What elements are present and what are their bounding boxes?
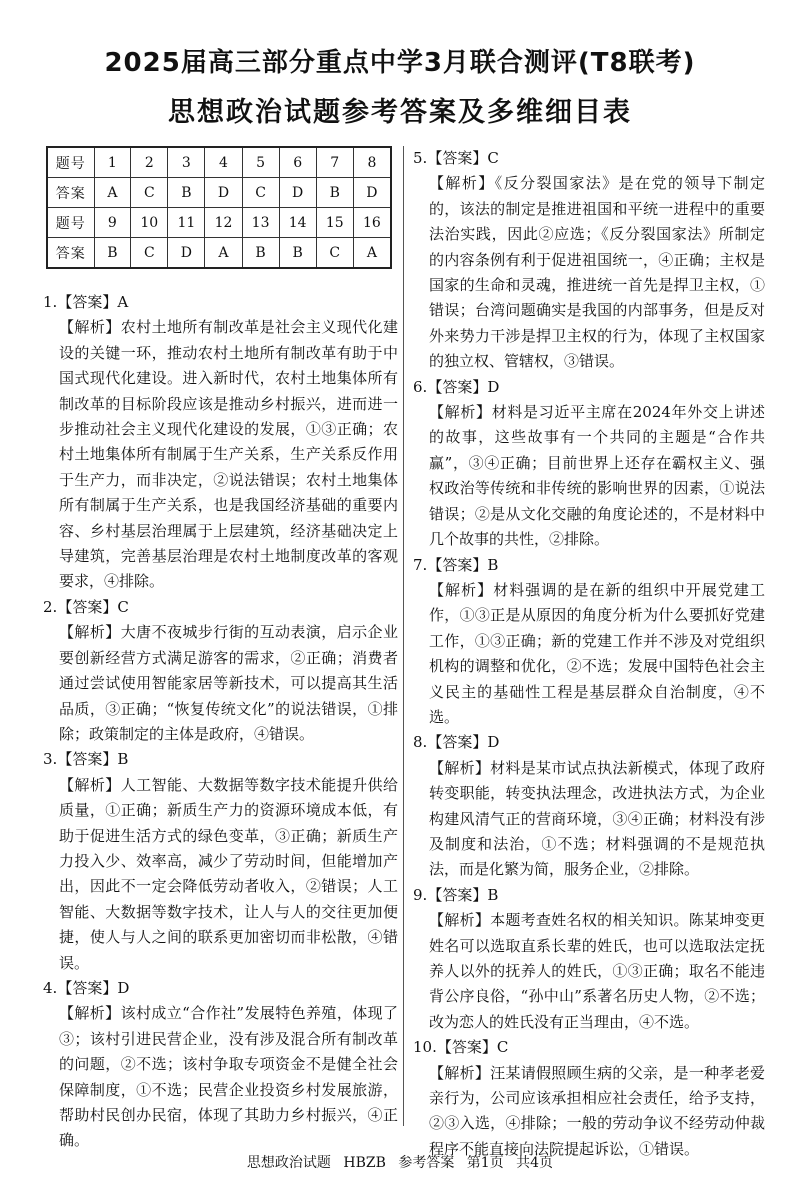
table-cell: C [242, 178, 279, 208]
item-answer [413, 730, 765, 755]
table-cell: 16 [353, 208, 391, 238]
item-number: 6. [413, 377, 428, 396]
item-answer [413, 146, 765, 171]
item-explanation: 【解析】大唐不夜城步行街的互动表演，启示企业要创新经营方式满足游客的需求，②正确；消费者通过尝试使用智能家居等新技术，可以提高其生活品质，③正确；“恢复传统文化”的说法错误，①排除；政策制定的主体是政府，④错误。 [59, 623, 398, 743]
answer-table [46, 146, 392, 269]
table-cell: B [316, 178, 353, 208]
table-cell: B [279, 238, 316, 269]
footer-doc-type: 参考答案 [398, 1155, 455, 1171]
item-answer [43, 747, 398, 772]
list-item [43, 976, 398, 1154]
list-item [43, 290, 398, 595]
table-cell: A [94, 178, 131, 208]
table-cell: C [131, 238, 168, 269]
table-cell: 7 [316, 147, 353, 178]
item-explanation: 【解析】材料强调的是在新的组织中开展党建工作，①③正是从原因的角度分析为什么要抓好党建工作，①③正确；新的党建工作并不涉及对党组织机构的调整和优化，②不选；发展中国特色社会主义民主的基础性工程是基层群众自治制度，④不选。 [429, 580, 765, 726]
item-answer [413, 1035, 765, 1060]
left-column [43, 290, 398, 1154]
table-cell: 12 [205, 208, 242, 238]
page-footer [0, 1152, 800, 1172]
item-explanation: 【解析】汪某请假照顾生病的父亲，是一种孝老爱亲行为，公司应该承担相应社会责任，给予支持，②③入选，④排除；一般的劳动争议不经劳动仲裁程序不能直接向法院提起诉讼，①错误。 [429, 1063, 765, 1158]
item-explanation: 【解析】人工智能、大数据等数字技术能提升供给质量，①正确；新质生产力的资源环境成本低，有助于促进生活方式的绿色变革，③正确；新质生产力投入少、效率高，减少了劳动时间，但能增加产出，因此不一定会降低劳动者收入，②错误；人工智能、大数据等数字技术，让人与人的交往更加便捷，使人与人之间的联系更加密切而非松散，④错误。 [59, 775, 398, 972]
list-item [413, 553, 765, 731]
answer-label: 【答案】D [427, 733, 500, 752]
item-number: 3. [43, 750, 58, 769]
table-cell: 14 [279, 208, 316, 238]
item-number: 1. [43, 293, 58, 311]
item-answer [413, 883, 765, 908]
item-number: 8. [413, 733, 428, 752]
table-cell: B [168, 178, 205, 208]
table-cell: A [353, 238, 391, 269]
table-cell: D [205, 178, 242, 208]
table-cell: B [94, 238, 131, 269]
list-item [413, 1035, 765, 1162]
table-cell: 5 [242, 147, 279, 178]
table-row [47, 147, 391, 178]
item-number: 9. [413, 885, 428, 904]
list-item [413, 375, 765, 553]
answer-label: 【答案】A [57, 293, 129, 311]
table-row [47, 208, 391, 238]
footer-total: 共4页 [516, 1155, 554, 1171]
page-subtitle: 思想政治试题参考答案及多维细目表 [168, 97, 632, 128]
table-cell: 3 [168, 147, 205, 178]
answer-label: 【答案】B [427, 555, 499, 574]
answer-label: 【答案】C [57, 597, 129, 616]
table-cell: B [242, 238, 279, 269]
item-number: 7. [413, 555, 428, 574]
table-cell: 2 [131, 147, 168, 178]
item-number: 4. [43, 978, 58, 997]
table-cell: 9 [94, 208, 131, 238]
answer-label: 【答案】D [57, 978, 130, 997]
table-cell: C [316, 238, 353, 269]
table-cell: 4 [205, 147, 242, 178]
item-answer [43, 290, 398, 315]
table-cell: 6 [279, 147, 316, 178]
table-cell: 15 [316, 208, 353, 238]
item-explanation: 【解析】农村土地所有制改革是社会主义现代化建设的关键一环，推动农村土地所有制改革有助于中国式现代化建设。进入新时代，农村土地集体所有制改革的目标阶段应该是推动乡村振兴，进而进一步推动社会主义现代化建设的发展，①③正确；农村土地集体所有制属于生产关系，生产关系反作用于生产力，而非决定，②说法错误；农村土地集体所有制属于生产关系，也是我国经济基础的重要内容、乡村基层治理属于上层建筑，经济基础决定上导建筑，完善基层治理是农村土地制度改革的客观要求，④排除。 [59, 318, 398, 591]
list-item [43, 747, 398, 976]
item-answer [413, 553, 765, 578]
table-cell: D [168, 238, 205, 269]
table-cell: 11 [168, 208, 205, 238]
list-item [413, 730, 765, 882]
table-cell: D [353, 178, 391, 208]
answer-label: 【答案】B [427, 885, 499, 904]
table-cell: 13 [242, 208, 279, 238]
table-row [47, 178, 391, 208]
footer-page: 第1页 [466, 1155, 504, 1171]
right-column [413, 146, 765, 1162]
page-title: 2025届高三部分重点中学3月联合测评(T8联考) [104, 48, 696, 78]
item-explanation: 【解析】本题考查姓名权的相关知识。陈某坤变更姓名可以选取直系长辈的姓氏，也可以选取法定抚养人以外的抚养人的姓氏，①③正确；取名不能违背公序良俗，“孙中山”系著名历史人物，②不选；改为恋人的姓氏没有正当理由，④不选。 [429, 911, 765, 1031]
answer-label: 【答案】D [427, 377, 500, 396]
row-label: 答案 [47, 238, 94, 269]
row-label: 题号 [47, 147, 94, 178]
footer-subject: 思想政治试题 [246, 1155, 331, 1171]
table-row [47, 238, 391, 269]
answer-label: 【答案】C [427, 149, 499, 167]
list-item [43, 595, 398, 747]
footer-code: HBZB [343, 1155, 386, 1171]
table-cell: 1 [94, 147, 131, 178]
table-cell: 10 [131, 208, 168, 238]
row-label: 题号 [47, 208, 94, 238]
table-cell: A [205, 238, 242, 269]
row-label: 答案 [47, 178, 94, 208]
column-divider [403, 146, 404, 1126]
item-answer [43, 595, 398, 620]
item-number: 10. [413, 1038, 437, 1057]
table-cell: D [279, 178, 316, 208]
item-explanation: 【解析】材料是某市试点执法新模式，体现了政府转变职能，转变执法理念，改进执法方式，为企业构建风清气正的营商环境，③④正确；材料没有涉及制度和法治，①不选；材料强调的不是规范执法，而是化繁为简，服务企业，②排除。 [429, 758, 765, 879]
list-item [413, 146, 765, 375]
answer-label: 【答案】C [436, 1038, 509, 1057]
item-answer [43, 976, 398, 1001]
item-explanation: 【解析】材料是习近平主席在2024年外交上讲述的故事，这些故事有一个共同的主题是“合作共赢”，③④正确；目前世界上还存在霸权主义、强权政治等传统和非传统的影响世界的因素，①说法错误；②是从文化交融的角度论述的，不是材料中几个故事的共性，②排除。 [429, 403, 765, 549]
item-answer [413, 375, 765, 400]
item-explanation: 【解析】该村成立“合作社”发展特色养殖，体现了③；该村引进民营企业，没有涉及混合所有制改革的问题，②不选；该村争取专项资金不是健全社会保障制度，①不选；民营企业投资乡村发展旅游，帮助村民创办民宿，体现了其助力乡村振兴，④正确。 [59, 1004, 398, 1150]
list-item [413, 883, 765, 1035]
answer-label: 【答案】B [57, 750, 129, 769]
table-cell: 8 [353, 147, 391, 178]
table-cell: C [131, 178, 168, 208]
item-number: 5. [413, 149, 428, 167]
item-number: 2. [43, 597, 58, 616]
item-explanation: 【解析】《反分裂国家法》是在党的领导下制定的，该法的制定是推进祖国和平统一进程中的重要法治实践，因此②应选；《反分裂国家法》所制定的内容条例有利于促进祖国统一，④正确；主权是国家的生命和灵魂，推进统一首先是捍卫主权，①错误；台湾问题确实是我国的内部事务，但是反对外来势力干涉是捍卫主权的行为，体现了主权国家的独立权、管辖权，③错误。 [429, 174, 765, 371]
